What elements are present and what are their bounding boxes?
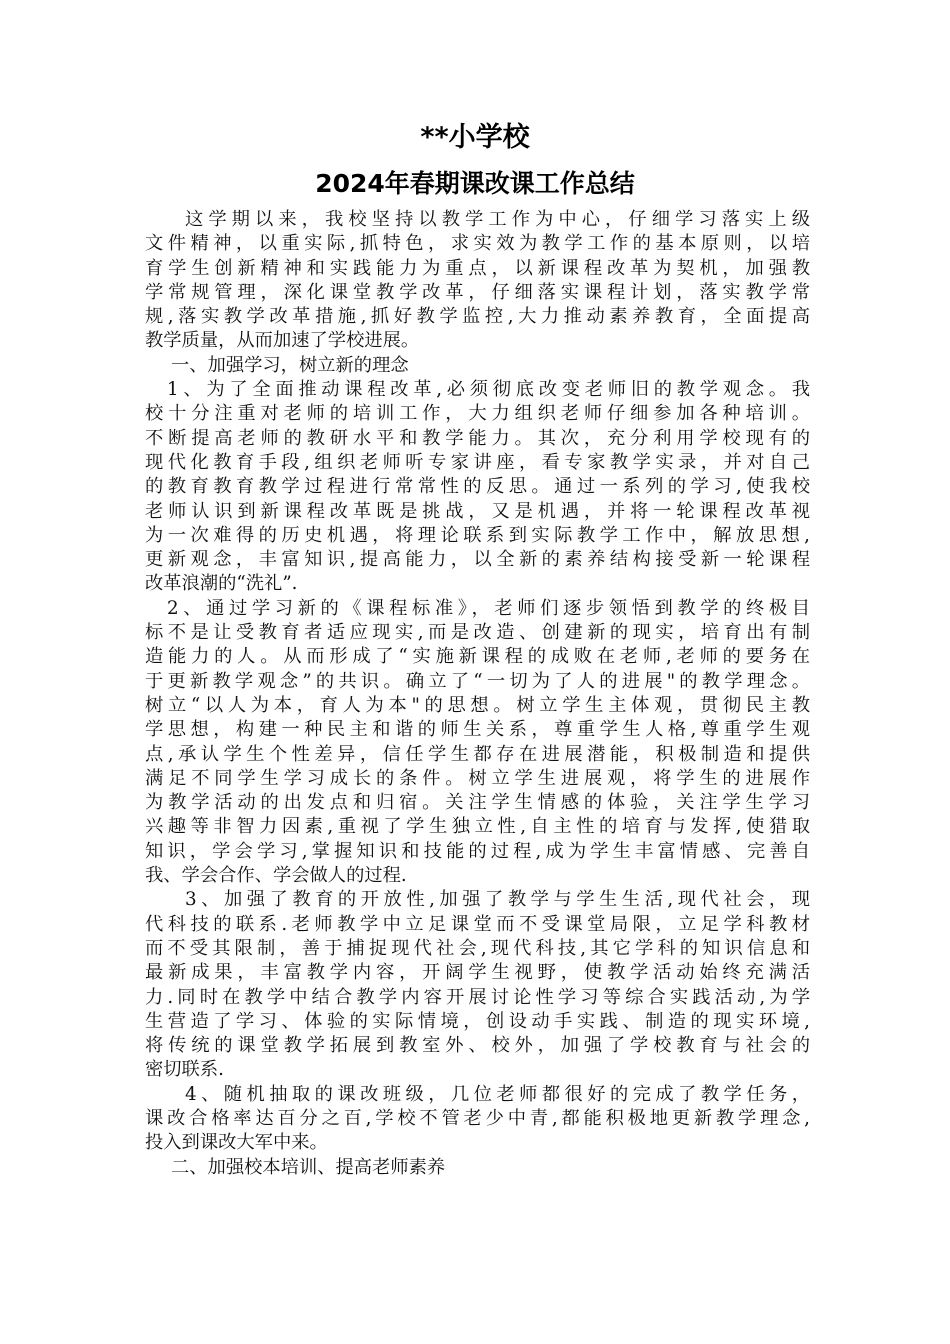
text-line: 的教育教育教学过程进行常常性的反思。通过一系列的学习,使我校 xyxy=(145,476,810,498)
text-line: 2、通过学习新的《课程标准》，老师们逐步领悟到教学的终极目 xyxy=(167,597,810,619)
text-line: 老师认识到新课程改革既是挑战，又是机遇，并将一轮课程改革视 xyxy=(145,500,810,522)
text-line: 于更新教学观念”的共识。确立了“一切为了人的进展"的教学理念。 xyxy=(145,670,810,692)
text-line: 更新观念，丰富知识,提高能力，以全新的素养结构接受新一轮课程 xyxy=(145,549,810,571)
text-line: 最新成果，丰富教学内容，开阔学生视野，使教学活动始终充满活 xyxy=(145,962,810,984)
text-line: 知识，学会学习,掌握知识和技能的过程,成为学生丰富情感、完善自 xyxy=(145,840,810,862)
text-line: 育学生创新精神和实践能力为重点，以新课程改革为契机，加强教 xyxy=(145,257,810,279)
document-title: 2024年春期课改课工作总结 xyxy=(315,169,635,198)
school-title: **小学校 xyxy=(420,122,530,153)
text-line: 我、学会合作、学会做人的过程. xyxy=(145,865,407,887)
text-line: 教学质量，从而加速了学校进展。 xyxy=(145,330,420,352)
text-line: 文件精神，以重实际,抓特色，求实效为教学工作的基本原则，以培 xyxy=(145,233,810,255)
text-line: 投入到课改大军中来。 xyxy=(145,1132,328,1154)
text-line: 将传统的课堂教学拓展到教室外、校外，加强了学校教育与社会的 xyxy=(145,1035,810,1057)
text-line: 造能力的人。从而形成了“实施新课程的成败在老师,老师的要务在 xyxy=(145,646,810,668)
section-heading: 二、加强校本培训、提高老师素养 xyxy=(171,1156,446,1178)
text-line: 代科技的联系.老师教学中立足课堂而不受课堂局限，立足学科教材 xyxy=(145,913,810,935)
text-line: 为教学活动的出发点和归宿。关注学生情感的体验，关注学生学习 xyxy=(145,792,810,814)
text-line: 学常规管理，深化课堂教学改革，仔细落实课程计划，落实教学常 xyxy=(145,281,810,303)
text-line: 满足不同学生学习成长的条件。树立学生进展观，将学生的进展作 xyxy=(145,767,810,789)
text-line: 4、随机抽取的课改班级，几位老师都很好的完成了教学任务， xyxy=(185,1083,810,1105)
text-line: 校十分注重对老师的培训工作，大力组织老师仔细参加各种培训。 xyxy=(145,403,810,425)
text-line: 标不是让受教育者适应现实,而是改造、创建新的现实，培育出有制 xyxy=(145,622,810,644)
text-line: 不断提高老师的教研水平和教学能力。其次，充分利用学校现有的 xyxy=(145,427,810,449)
text-line: 课改合格率达百分之百,学校不管老少中青,都能积极地更新教学理念, xyxy=(145,1107,810,1129)
text-line: 力.同时在教学中结合教学内容开展讨论性学习等综合实践活动,为学 xyxy=(145,986,810,1008)
text-line: 生营造了学习、体验的实际情境，创设动手实践、制造的现实环境, xyxy=(145,1010,810,1032)
text-line: 而不受其限制，善于捕捉现代社会,现代科技,其它学科的知识信息和 xyxy=(145,937,810,959)
text-line: 学思想，构建一种民主和谐的师生关系，尊重学生人格,尊重学生观 xyxy=(145,719,810,741)
document-body xyxy=(145,208,810,1180)
text-line: 为一次难得的历史机遇，将理论联系到实际教学工作中，解放思想, xyxy=(145,524,810,546)
text-line: 树立“以人为本，育人为本"的思想。树立学生主体观，贯彻民主教 xyxy=(145,694,810,716)
text-line: 密切联系. xyxy=(145,1059,224,1081)
text-line: 规,落实教学改革措施,抓好教学监控,大力推动素养教育，全面提高 xyxy=(145,306,810,328)
text-line: 改革浪潮的“洗礼”. xyxy=(145,573,298,595)
text-line: 1、为了全面推动课程改革,必须彻底改变老师旧的教学观念。我 xyxy=(167,379,810,401)
text-line: 这学期以来，我校坚持以教学工作为中心，仔细学习落实上级 xyxy=(185,209,810,230)
text-line: 3、加强了教育的开放性,加强了教学与学生生活,现代社会，现 xyxy=(185,889,810,911)
text-line: 现代化教育手段,组织老师听专家讲座，看专家教学实录，并对自己 xyxy=(145,451,810,473)
text-line: 点,承认学生个性差异，信任学生都存在进展潜能，积极制造和提供 xyxy=(145,743,810,765)
text-line: 兴趣等非智力因素,重视了学生独立性,自主性的培育与发挥,使猎取 xyxy=(145,816,810,838)
section-heading: 一、加强学习，树立新的理念 xyxy=(171,354,409,376)
